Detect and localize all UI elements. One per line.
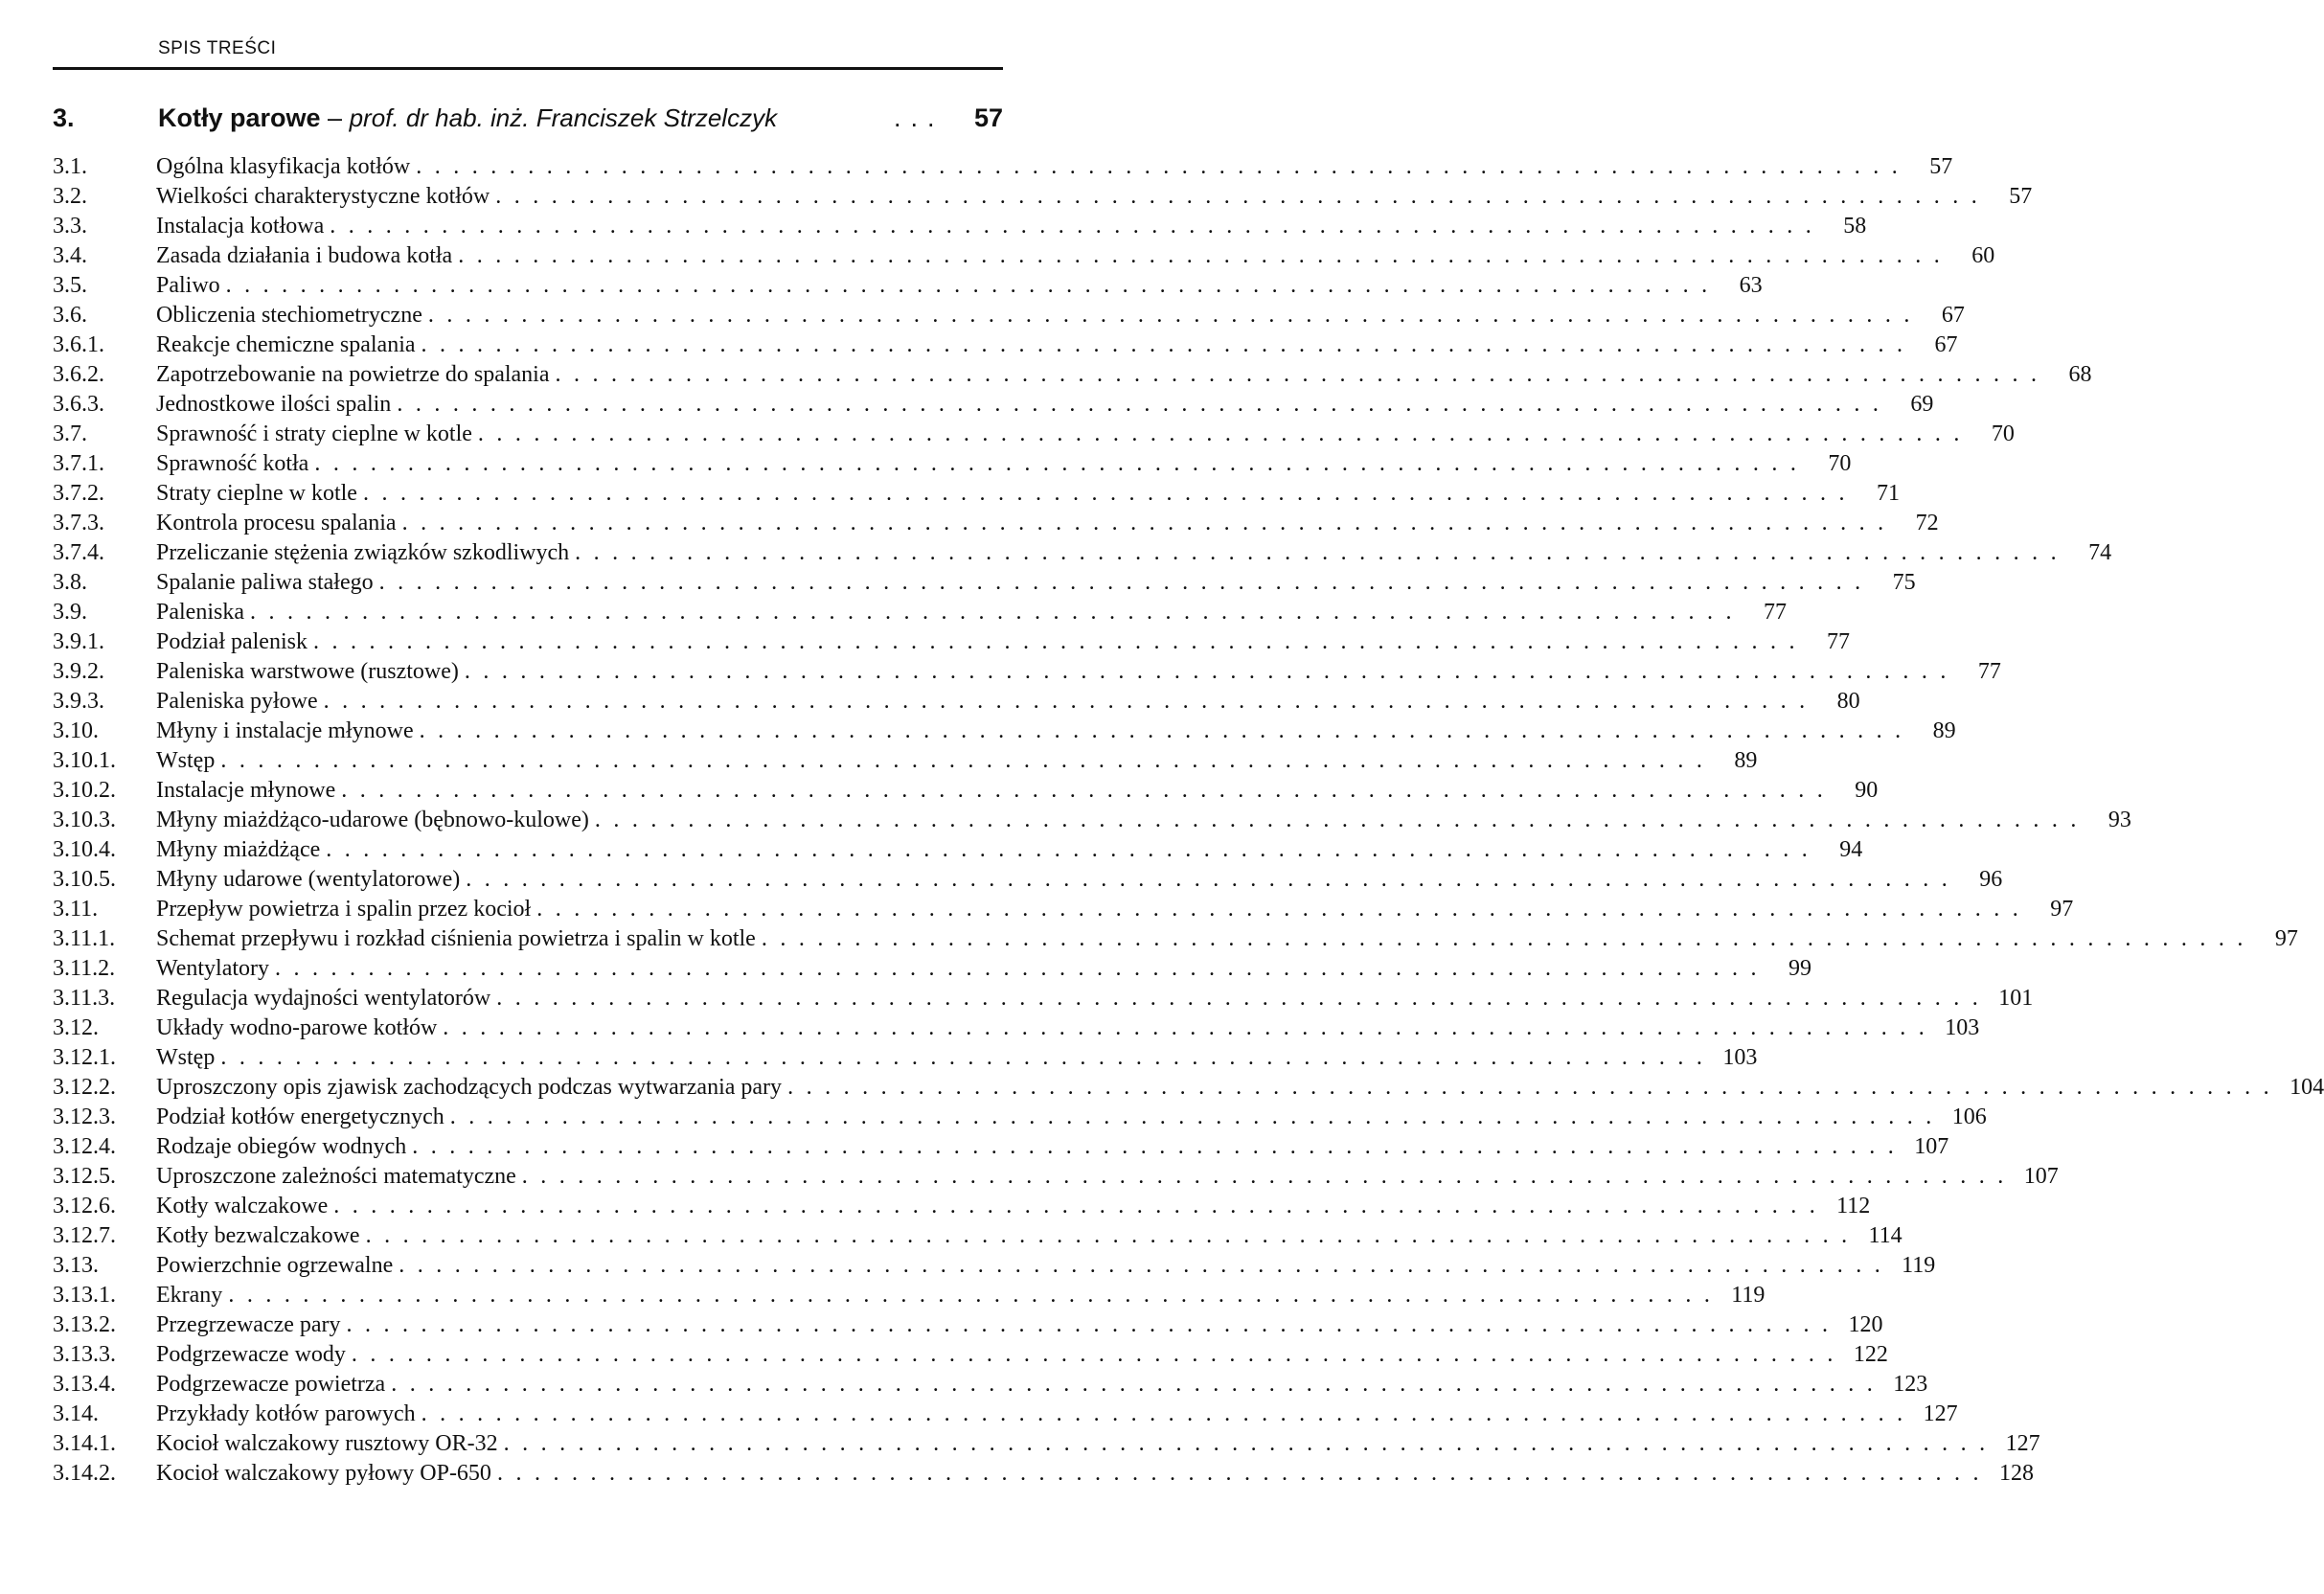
toc-entry[interactable] bbox=[53, 449, 1852, 479]
toc-leader-dots: ................................................................................ bbox=[594, 808, 2089, 832]
toc-entry-page: 120 bbox=[1848, 1312, 1883, 1337]
toc-entry[interactable] bbox=[53, 924, 2298, 954]
toc-leader-dots: ................................................................................ bbox=[378, 570, 1874, 595]
toc-entry-title: Podział palenisk bbox=[156, 627, 313, 657]
toc-entry-number: 3.14.2. bbox=[53, 1461, 116, 1486]
toc-leader-dots: ................................................................................ bbox=[521, 1164, 2016, 1189]
toc-entry-page: 127 bbox=[1923, 1401, 1958, 1426]
toc-entry[interactable] bbox=[53, 806, 2131, 835]
toc-entry-title: Wstęp bbox=[156, 1043, 220, 1073]
toc-entry[interactable] bbox=[53, 241, 1995, 271]
toc-leader-dots: ................................................................................ bbox=[464, 659, 1959, 684]
toc-entry[interactable] bbox=[53, 954, 1812, 984]
toc-entry-title: Podgrzewacze powietrza bbox=[156, 1370, 391, 1400]
toc-leader-dots: ................................................................................ bbox=[496, 1461, 1992, 1486]
toc-entry-title: Wstęp bbox=[156, 746, 220, 776]
toc-leader-dots: ................................................................................ bbox=[314, 451, 1810, 476]
toc-entry[interactable] bbox=[53, 717, 1956, 746]
toc-entry-title: Przykłady kotłów parowych bbox=[156, 1400, 422, 1429]
toc-entry-number: 3.9.2. bbox=[53, 659, 104, 684]
toc-entry-page: 103 bbox=[1945, 1015, 1980, 1040]
toc-entry[interactable] bbox=[53, 1400, 1958, 1429]
toc-entry-number: 3.7.4. bbox=[53, 540, 104, 565]
toc-entry-page: 114 bbox=[1868, 1223, 1902, 1248]
toc-entry-number: 3.12.5. bbox=[53, 1164, 116, 1189]
toc-entry-number: 3.1. bbox=[53, 154, 87, 179]
toc-entry[interactable] bbox=[53, 1162, 2059, 1192]
toc-entry-title: Paliwo bbox=[156, 271, 226, 301]
toc-entry-page: 123 bbox=[1893, 1372, 1928, 1397]
toc-entry-number: 3.12.4. bbox=[53, 1134, 116, 1159]
toc-entry[interactable] bbox=[53, 182, 2033, 212]
toc-entry-number: 3.13.3. bbox=[53, 1342, 116, 1367]
toc-leader-dots: ................................................................................ bbox=[220, 748, 1716, 773]
toc-entry-number: 3.13.4. bbox=[53, 1372, 116, 1397]
toc-leader-dots: ................................................................................ bbox=[421, 1401, 1916, 1426]
toc-leader-dots: ................................................................................ bbox=[225, 273, 1720, 298]
toc-entry[interactable] bbox=[53, 1281, 1766, 1310]
toc-leader-dots: ................................................................................ bbox=[341, 778, 1836, 803]
toc-entry-title: Kontrola procesu spalania bbox=[156, 509, 402, 538]
header-rule bbox=[53, 67, 1003, 70]
toc-leader-dots: ................................................................................ bbox=[220, 1045, 1716, 1070]
toc-entry[interactable] bbox=[53, 360, 2092, 390]
toc-leader-dots: ................................................................................ bbox=[458, 243, 1953, 268]
chapter-title: Kotły parowe bbox=[158, 103, 321, 132]
toc-entry[interactable] bbox=[53, 152, 1953, 182]
toc-leader-dots: ................................................................................ bbox=[391, 1372, 1886, 1397]
toc-leader-dots: ................................................................................ bbox=[397, 392, 1892, 417]
toc-entry-number: 3.2. bbox=[53, 184, 87, 209]
toc-entry-number: 3.10. bbox=[53, 718, 99, 743]
toc-entry-title: Paleniska bbox=[156, 598, 250, 627]
toc-entry-number: 3.9. bbox=[53, 600, 87, 625]
toc-entry[interactable] bbox=[53, 835, 1863, 865]
toc-entry-number: 3.11. bbox=[53, 897, 99, 922]
toc-entry[interactable] bbox=[53, 330, 1958, 360]
toc-entry[interactable] bbox=[53, 1340, 1888, 1370]
toc-entry-number: 3.6.2. bbox=[53, 362, 104, 387]
toc-entry[interactable] bbox=[53, 538, 2112, 568]
toc-entry[interactable] bbox=[53, 627, 1850, 657]
toc-entry-title: Wentylatory bbox=[156, 954, 275, 984]
toc-entry-number: 3.13.2. bbox=[53, 1312, 116, 1337]
toc-leader-dots: ................................................................................ bbox=[312, 629, 1808, 654]
chapter-title-line bbox=[158, 103, 777, 133]
toc-entry-title: Instalacje młynowe bbox=[156, 776, 341, 806]
toc-entry-page: 107 bbox=[1914, 1134, 1949, 1159]
toc-entry-page: 94 bbox=[1839, 837, 1863, 862]
toc-entry[interactable] bbox=[53, 598, 1787, 627]
toc-entry-page: 104 bbox=[2290, 1075, 2324, 1100]
toc-leader-dots: ................................................................................ bbox=[326, 837, 1821, 862]
toc-entry-number: 3.12.7. bbox=[53, 1223, 116, 1248]
toc-entry-number: 3.14.1. bbox=[53, 1431, 116, 1456]
running-head: SPIS TREŚCI bbox=[158, 38, 277, 58]
toc-entry-title: Przeliczanie stężenia związków szkodliwych bbox=[156, 538, 575, 568]
toc-entry-number: 3.14. bbox=[53, 1401, 99, 1426]
chapter-dash: – bbox=[328, 103, 343, 132]
toc-leader-dots: ................................................................................ bbox=[761, 926, 2256, 951]
toc-leader-dots: ................................................................................ bbox=[275, 956, 1770, 981]
toc-entry[interactable] bbox=[53, 746, 1758, 776]
toc-entry-title: Schemat przepływu i rozkład ciśnienia powietrza i spalin w kotle bbox=[156, 924, 762, 954]
toc-leader-dots: ................................................................................ bbox=[787, 1075, 2283, 1100]
toc-leader-dots: ................................................................................ bbox=[333, 1194, 1829, 1218]
toc-entry-page: 75 bbox=[1892, 570, 1916, 595]
toc-leader-dots: ................................................................................ bbox=[416, 154, 1911, 179]
toc-list bbox=[53, 152, 2324, 1489]
toc-entry[interactable] bbox=[53, 271, 1763, 301]
chapter-heading bbox=[53, 103, 1003, 138]
toc-entry-title: Sprawność kotła bbox=[156, 449, 314, 479]
toc-entry-page: 72 bbox=[1915, 511, 1939, 535]
toc-entry[interactable] bbox=[53, 1192, 1871, 1221]
toc-entry-number: 3.7.1. bbox=[53, 451, 104, 476]
toc-entry-number: 3.12.1. bbox=[53, 1045, 116, 1070]
toc-entry-page: 67 bbox=[1934, 332, 1958, 357]
toc-entry-title: Zasada działania i budowa kotła bbox=[156, 241, 458, 271]
toc-entry[interactable] bbox=[53, 420, 2015, 449]
toc-entry-number: 3.7. bbox=[53, 421, 87, 446]
toc-entry-number: 3.12.6. bbox=[53, 1194, 116, 1218]
toc-entry-title: Młyny udarowe (wentylatorowe) bbox=[156, 865, 466, 895]
toc-entry-number: 3.12.2. bbox=[53, 1075, 116, 1100]
toc-entry[interactable] bbox=[53, 776, 1879, 806]
toc-entry-title: Spalanie paliwa stałego bbox=[156, 568, 379, 598]
toc-entry-number: 3.9.1. bbox=[53, 629, 104, 654]
toc-leader-dots: ................................................................................ bbox=[399, 1253, 1894, 1278]
toc-entry-number: 3.4. bbox=[53, 243, 87, 268]
toc-entry-title: Jednostkowe ilości spalin bbox=[156, 390, 397, 420]
toc-entry-number: 3.10.2. bbox=[53, 778, 116, 803]
toc-leader-dots: ................................................................................ bbox=[330, 214, 1825, 239]
toc-entry-page: 67 bbox=[1941, 303, 1965, 328]
toc-leader-dots: ................................................................................ bbox=[421, 332, 1916, 357]
toc-entry-page: 90 bbox=[1855, 778, 1879, 803]
toc-entry-page: 89 bbox=[1734, 748, 1758, 773]
toc-entry-page: 57 bbox=[2009, 184, 2033, 209]
toc-entry-number: 3.13. bbox=[53, 1253, 99, 1278]
toc-entry-number: 3.10.5. bbox=[53, 867, 116, 892]
toc-entry-title: Regulacja wydajności wentylatorów bbox=[156, 984, 496, 1013]
toc-leader-dots: ................................................................................ bbox=[228, 1283, 1723, 1308]
toc-entry[interactable] bbox=[53, 1103, 1987, 1132]
toc-leader-dots: ................................................................................ bbox=[351, 1342, 1846, 1367]
toc-entry-title: Reakcje chemiczne spalania bbox=[156, 330, 422, 360]
toc-entry[interactable] bbox=[53, 657, 2001, 687]
toc-entry-title: Wielkości charakterystyczne kotłów bbox=[156, 182, 495, 212]
toc-entry-page: 80 bbox=[1836, 689, 1860, 714]
toc-entry-page: 97 bbox=[2274, 926, 2298, 951]
toc-entry-page: 77 bbox=[1826, 629, 1850, 654]
toc-entry-number: 3.5. bbox=[53, 273, 87, 298]
toc-entry-title: Uproszczony opis zjawisk zachodzących podczas wytwarzania pary bbox=[156, 1073, 787, 1103]
toc-entry-title: Kocioł walczakowy rusztowy OR-32 bbox=[156, 1429, 504, 1459]
toc-entry-title: Podgrzewacze wody bbox=[156, 1340, 352, 1370]
toc-entry-number: 3.10.3. bbox=[53, 808, 116, 832]
toc-entry[interactable] bbox=[53, 509, 1939, 538]
toc-entry[interactable] bbox=[53, 1370, 1928, 1400]
toc-entry-title: Instalacja kotłowa bbox=[156, 212, 330, 241]
chapter-page: 57 bbox=[973, 103, 1003, 132]
toc-entry[interactable] bbox=[53, 390, 1934, 420]
toc-entry[interactable] bbox=[53, 1429, 2040, 1459]
toc-entry-title: Uproszczone zależności matematyczne bbox=[156, 1162, 522, 1192]
toc-entry[interactable] bbox=[53, 212, 1867, 241]
toc-entry-page: 99 bbox=[1789, 956, 1812, 981]
toc-entry-title: Układy wodno-parowe kotłów bbox=[156, 1013, 443, 1043]
toc-leader-dots: ................................................................................ bbox=[503, 1431, 1998, 1456]
chapter-number: 3. bbox=[53, 103, 75, 132]
toc-entry-number: 3.7.3. bbox=[53, 511, 104, 535]
toc-entry[interactable] bbox=[53, 865, 2003, 895]
toc-entry-page: 70 bbox=[1991, 421, 2015, 446]
toc-entry-title: Przepływ powietrza i spalin przez kocioł bbox=[156, 895, 536, 924]
toc-entry[interactable] bbox=[53, 301, 1965, 330]
toc-entry-number: 3.12. bbox=[53, 1015, 99, 1040]
toc-entry-number: 3.11.1. bbox=[53, 926, 116, 951]
toc-entry-page: 74 bbox=[2088, 540, 2112, 565]
toc-leader-dots: ................................................................................ bbox=[466, 867, 1961, 892]
toc-entry[interactable] bbox=[53, 479, 1900, 509]
toc-entry-page: 68 bbox=[2068, 362, 2092, 387]
toc-entry-page: 96 bbox=[1979, 867, 2003, 892]
toc-entry-page: 106 bbox=[1951, 1104, 1987, 1129]
toc-entry-page: 122 bbox=[1853, 1342, 1888, 1367]
toc-leader-dots: ................................................................................ bbox=[477, 421, 1972, 446]
toc-entry-title: Kocioł walczakowy pyłowy OP-650 bbox=[156, 1459, 497, 1489]
toc-entry[interactable] bbox=[53, 1459, 2034, 1489]
toc-entry-page: 77 bbox=[1763, 600, 1787, 625]
toc-entry[interactable] bbox=[53, 1310, 1883, 1340]
toc-entry-page: 57 bbox=[1929, 154, 1953, 179]
toc-leader-dots: ................................................................................ bbox=[412, 1134, 1907, 1159]
toc-entry-number: 3.12.3. bbox=[53, 1104, 116, 1129]
toc-entry-page: 93 bbox=[2108, 808, 2131, 832]
toc-entry-title: Młyny miażdżące bbox=[156, 835, 326, 865]
toc-entry-title: Powierzchnie ogrzewalne bbox=[156, 1251, 399, 1281]
toc-entry-number: 3.11.3. bbox=[53, 986, 116, 1011]
toc-entry[interactable] bbox=[53, 1221, 1902, 1251]
toc-entry[interactable] bbox=[53, 687, 1860, 717]
toc-leader-dots: ................................................................................ bbox=[249, 600, 1744, 625]
toc-entry-number: 3.7.2. bbox=[53, 481, 104, 506]
toc-entry-page: 70 bbox=[1828, 451, 1852, 476]
toc-leader-dots: ................................................................................ bbox=[443, 1015, 1938, 1040]
toc-leader-dots: ................................................................................ bbox=[346, 1312, 1841, 1337]
toc-entry[interactable] bbox=[53, 1013, 1980, 1043]
toc-entry-title: Ogólna klasyfikacja kotłów bbox=[156, 152, 416, 182]
toc-leader-dots: ................................................................................ bbox=[401, 511, 1897, 535]
toc-entry[interactable] bbox=[53, 895, 2074, 924]
toc-entry[interactable] bbox=[53, 1043, 1758, 1073]
toc-entry-title: Straty cieplne w kotle bbox=[156, 479, 363, 509]
toc-entry-page: 97 bbox=[2050, 897, 2074, 922]
toc-entry-number: 3.8. bbox=[53, 570, 87, 595]
toc-entry-page: 63 bbox=[1739, 273, 1763, 298]
toc-entry-page: 112 bbox=[1836, 1194, 1871, 1218]
toc-leader-dots: ................................................................................ bbox=[323, 689, 1818, 714]
toc-entry[interactable] bbox=[53, 1073, 2324, 1103]
toc-entry-title: Sprawność i straty cieplne w kotle bbox=[156, 420, 478, 449]
toc-entry-page: 119 bbox=[1731, 1283, 1766, 1308]
toc-leader-dots: ................................................................................ bbox=[496, 986, 1992, 1011]
toc-entry-number: 3.3. bbox=[53, 214, 87, 239]
toc-entry-title: Podział kotłów energetycznych bbox=[156, 1103, 450, 1132]
toc-entry[interactable] bbox=[53, 1251, 1936, 1281]
toc-entry-number: 3.9.3. bbox=[53, 689, 104, 714]
toc-entry[interactable] bbox=[53, 984, 2034, 1013]
toc-leader-dots: ................................................................................ bbox=[555, 362, 2050, 387]
toc-entry-title: Młyny miażdżąco-udarowe (bębnowo-kulowe) bbox=[156, 806, 595, 835]
toc-entry-page: 60 bbox=[1971, 243, 1995, 268]
toc-leader-dots: ................................................................................ bbox=[427, 303, 1923, 328]
toc-entry-title: Obliczenia stechiometryczne bbox=[156, 301, 428, 330]
toc-entry-title: Ekrany bbox=[156, 1281, 228, 1310]
toc-leader-dots: ................................................................................ bbox=[419, 718, 1914, 743]
toc-entry-page: 128 bbox=[1998, 1461, 2034, 1486]
toc-entry[interactable] bbox=[53, 568, 1916, 598]
toc-entry-page: 103 bbox=[1722, 1045, 1758, 1070]
toc-leader-dots: ................................................................................ bbox=[495, 184, 1991, 209]
toc-entry-title: Przegrzewacze pary bbox=[156, 1310, 347, 1340]
toc-entry-title: Paleniska pyłowe bbox=[156, 687, 324, 717]
toc-entry-title: Rodzaje obiegów wodnych bbox=[156, 1132, 412, 1162]
toc-entry-title: Kotły bezwalczakowe bbox=[156, 1221, 366, 1251]
toc-entry-number: 3.10.4. bbox=[53, 837, 116, 862]
chapter-leader: ... bbox=[894, 103, 945, 132]
toc-entry-page: 69 bbox=[1910, 392, 1934, 417]
toc-leader-dots: ................................................................................ bbox=[575, 540, 2070, 565]
toc-entry-title: Zapotrzebowanie na powietrze do spalania bbox=[156, 360, 555, 390]
toc-entry[interactable] bbox=[53, 1132, 1949, 1162]
toc-entry-page: 101 bbox=[1998, 986, 2034, 1011]
toc-entry-number: 3.6.3. bbox=[53, 392, 104, 417]
toc-entry-number: 3.11.2. bbox=[53, 956, 116, 981]
toc-leader-dots: ................................................................................ bbox=[365, 1223, 1860, 1248]
toc-entry-page: 58 bbox=[1843, 214, 1867, 239]
toc-entry-title: Kotły walczakowe bbox=[156, 1192, 333, 1221]
toc-leader-dots: ................................................................................ bbox=[449, 1104, 1945, 1129]
toc-entry-page: 71 bbox=[1876, 481, 1900, 506]
toc-leader-dots: ................................................................................ bbox=[536, 897, 2032, 922]
toc-leader-dots: ................................................................................ bbox=[362, 481, 1857, 506]
toc-entry-page: 107 bbox=[2023, 1164, 2059, 1189]
toc-entry-number: 3.6. bbox=[53, 303, 87, 328]
chapter-author: prof. dr hab. inż. Franciszek Strzelczyk bbox=[349, 103, 778, 132]
toc-entry-title: Paleniska warstwowe (rusztowe) bbox=[156, 657, 465, 687]
toc-entry-page: 119 bbox=[1902, 1253, 1936, 1278]
toc-entry-title: Młyny i instalacje młynowe bbox=[156, 717, 420, 746]
toc-entry-page: 77 bbox=[1977, 659, 2001, 684]
toc-entry-number: 3.10.1. bbox=[53, 748, 116, 773]
toc-entry-page: 89 bbox=[1932, 718, 1956, 743]
toc-entry-number: 3.13.1. bbox=[53, 1283, 116, 1308]
toc-entry-number: 3.6.1. bbox=[53, 332, 104, 357]
toc-entry-page: 127 bbox=[2005, 1431, 2040, 1456]
